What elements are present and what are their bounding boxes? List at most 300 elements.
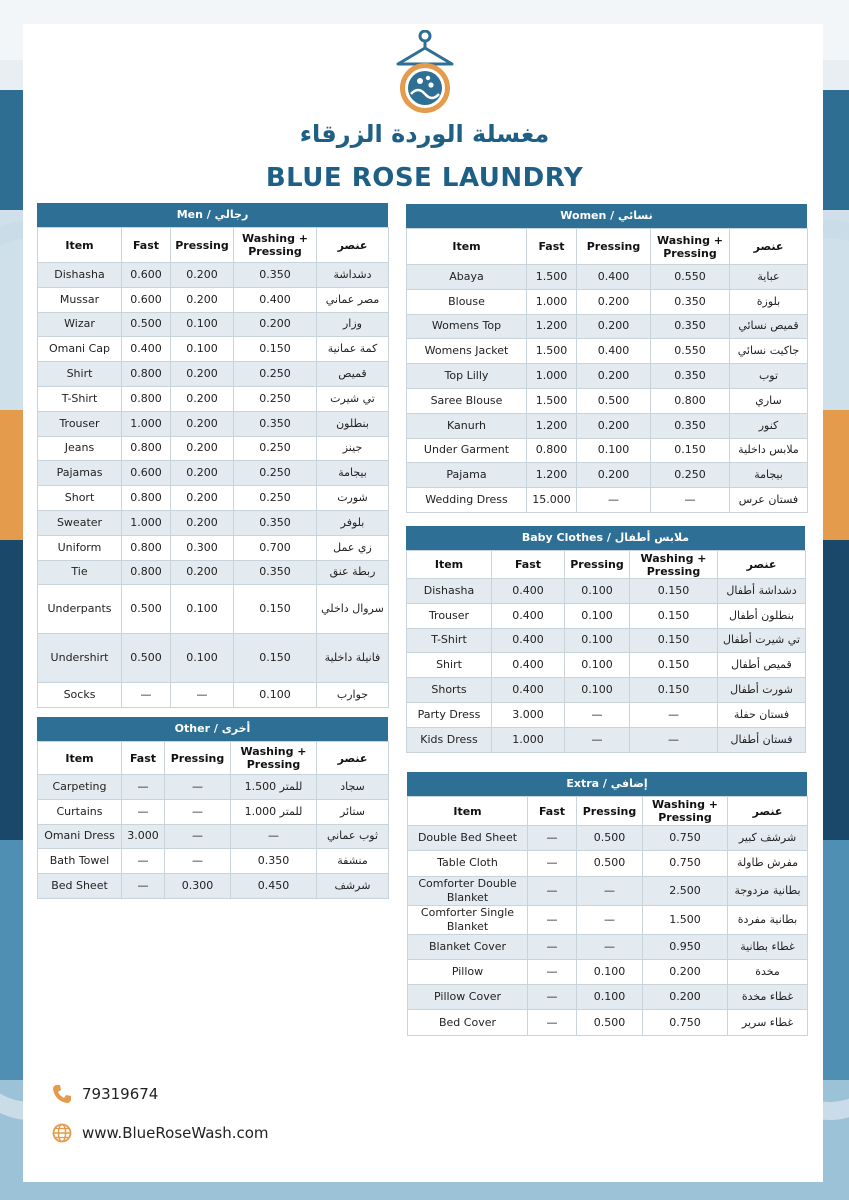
table-row [38, 263, 389, 288]
washing-price: 0.750 [643, 1010, 728, 1035]
col-arabic: عنصر [730, 229, 808, 265]
fast-price: — [528, 1010, 577, 1035]
table-row [38, 874, 389, 899]
table-row [407, 289, 808, 314]
item-name: Wizar [38, 312, 122, 337]
pressing-price: 0.100 [577, 438, 651, 463]
washing-price: 0.350 [234, 263, 317, 288]
pressing-price: 0.200 [171, 411, 234, 436]
item-name-arabic: بيجامة [730, 463, 808, 488]
item-name: Omani Dress [38, 824, 122, 849]
item-name: Blanket Cover [408, 934, 528, 959]
fast-price: 0.600 [122, 461, 171, 486]
col-fast: Fast [528, 797, 577, 826]
fast-price: 0.500 [122, 634, 171, 683]
item-name: Short [38, 486, 122, 511]
washing-price: 0.250 [234, 362, 317, 387]
fast-price: — [122, 874, 165, 899]
globe-icon [52, 1123, 72, 1143]
pressing-price: 0.100 [171, 634, 234, 683]
fast-price: — [122, 775, 165, 800]
pressing-price: 0.100 [171, 337, 234, 362]
table-row [408, 826, 808, 851]
col-arabic: عنصر [317, 228, 389, 263]
pressing-price: — [565, 727, 630, 752]
item-name: Dishasha [407, 579, 492, 604]
item-name-arabic: جاكيت نسائي [730, 339, 808, 364]
fast-price: 15.000 [527, 488, 577, 513]
fast-price: — [528, 985, 577, 1010]
col-fast: Fast [527, 229, 577, 265]
washing-price: 0.350 [231, 849, 317, 874]
fast-price: 1.000 [527, 289, 577, 314]
pressing-price: 0.200 [577, 289, 651, 314]
pressing-price: 0.500 [577, 1010, 643, 1035]
col-pressing: Pressing [577, 229, 651, 265]
fast-price: 0.400 [492, 579, 565, 604]
fast-price: 0.800 [122, 486, 171, 511]
item-name-arabic: سروال داخلي [317, 585, 389, 634]
item-name: Pajamas [38, 461, 122, 486]
washing-price: 0.250 [234, 386, 317, 411]
table-row [38, 560, 389, 585]
table-row [38, 337, 389, 362]
washing-price: 0.450 [231, 874, 317, 899]
table-row [38, 849, 389, 874]
table-row [407, 265, 808, 290]
item-name-arabic: ستائر [317, 799, 389, 824]
table-row [408, 985, 808, 1010]
item-name-arabic: مصر عماني [317, 287, 389, 312]
fast-price: 0.600 [122, 287, 171, 312]
women-table [406, 228, 808, 513]
pressing-price: 0.200 [171, 486, 234, 511]
col-item: Item [38, 742, 122, 775]
item-name-arabic: جينز [317, 436, 389, 461]
table-row [38, 799, 389, 824]
pressing-price: 0.500 [577, 826, 643, 851]
col-item: Item [407, 551, 492, 579]
item-name: Under Garment [407, 438, 527, 463]
pressing-price: — [577, 905, 643, 934]
item-name-arabic: بنطلون [317, 411, 389, 436]
item-name-arabic: مفرش طاولة [728, 851, 808, 876]
pressing-price: 0.100 [565, 579, 630, 604]
other-section [37, 717, 388, 899]
washing-price: 0.250 [651, 463, 730, 488]
item-name: Top Lilly [407, 364, 527, 389]
fast-price: 1.000 [492, 727, 565, 752]
item-name: Shirt [38, 362, 122, 387]
fast-price: 1.500 [527, 265, 577, 290]
item-name-arabic: بطانية مفردة [728, 905, 808, 934]
washing-price: 0.150 [630, 628, 718, 653]
item-name-arabic: تي شيرت أطفال [718, 628, 806, 653]
item-name-arabic: كمة عمانية [317, 337, 389, 362]
item-name-arabic: منشفة [317, 849, 389, 874]
pressing-price: 0.300 [171, 535, 234, 560]
item-name: Socks [38, 683, 122, 708]
item-name-arabic: بطانية مزدوجة [728, 876, 808, 905]
fast-price: — [528, 826, 577, 851]
fast-price: 0.800 [122, 436, 171, 461]
item-name-arabic: شورت [317, 486, 389, 511]
item-name: Kanurh [407, 413, 527, 438]
item-name-arabic: ثوب عماني [317, 824, 389, 849]
item-name-arabic: غطاء سرير [728, 1010, 808, 1035]
washing-price: 0.200 [234, 312, 317, 337]
fast-price: — [528, 959, 577, 984]
item-name-arabic: عباية [730, 265, 808, 290]
pressing-price: 0.100 [171, 312, 234, 337]
item-name-arabic: سجاد [317, 775, 389, 800]
fast-price: 1.200 [527, 314, 577, 339]
table-row [408, 934, 808, 959]
table-row [38, 775, 389, 800]
fast-price: 1.000 [122, 510, 171, 535]
website-url[interactable]: www.BlueRoseWash.com [82, 1124, 269, 1142]
item-name: Curtains [38, 799, 122, 824]
pressing-price: — [577, 934, 643, 959]
fast-price: — [528, 851, 577, 876]
item-name-arabic: بلوفر [317, 510, 389, 535]
washing-price: 0.800 [651, 388, 730, 413]
item-name-arabic: فستان حفلة [718, 702, 806, 727]
washing-price: 0.100 [234, 683, 317, 708]
extra-section [407, 772, 807, 1036]
item-name: Omani Cap [38, 337, 122, 362]
pressing-price: — [165, 824, 231, 849]
item-name: Blouse [407, 289, 527, 314]
item-name: Kids Dress [407, 727, 492, 752]
other-table [37, 741, 389, 899]
item-name-arabic: بيجامة [317, 461, 389, 486]
item-name: Trouser [407, 603, 492, 628]
pressing-price: 0.400 [577, 339, 651, 364]
fast-price: — [528, 905, 577, 934]
item-name-arabic: قميص [317, 362, 389, 387]
washing-price: للمتر 1.500 [231, 775, 317, 800]
pressing-price: — [577, 488, 651, 513]
item-name: Womens Jacket [407, 339, 527, 364]
washing-price: 0.550 [651, 339, 730, 364]
phone-contact [52, 1084, 158, 1104]
baby-header: Baby Clothes / ملابس أطفال [406, 526, 805, 550]
item-name-arabic: جوارب [317, 683, 389, 708]
table-row [407, 463, 808, 488]
table-row [408, 1010, 808, 1035]
col-pressing: Pressing [565, 551, 630, 579]
item-name-arabic: شرشف [317, 874, 389, 899]
washing-price: 0.350 [651, 364, 730, 389]
pressing-price: 0.200 [171, 287, 234, 312]
table-row [38, 461, 389, 486]
washing-price: 0.350 [234, 560, 317, 585]
extra-table [407, 796, 808, 1036]
fast-price: — [528, 876, 577, 905]
fast-price: 1.000 [122, 411, 171, 436]
table-row [408, 851, 808, 876]
women-header: Women / نسائي [406, 204, 807, 228]
table-row [38, 362, 389, 387]
item-name: Sweater [38, 510, 122, 535]
pressing-price: 0.200 [171, 386, 234, 411]
fast-price: 0.500 [122, 585, 171, 634]
phone-icon [52, 1084, 72, 1104]
col-item: Item [408, 797, 528, 826]
washing-price: — [231, 824, 317, 849]
pressing-price: 0.100 [565, 678, 630, 703]
washing-price: 2.500 [643, 876, 728, 905]
pressing-price: 0.400 [577, 265, 651, 290]
pressing-price: 0.100 [577, 959, 643, 984]
pressing-price: 0.200 [171, 461, 234, 486]
table-row [38, 486, 389, 511]
women-section [406, 204, 807, 513]
title-arabic: مغسلة الوردة الزرقاء [299, 120, 550, 148]
fast-price: — [122, 799, 165, 824]
table-row [407, 727, 806, 752]
title-english: BLUE ROSE LAUNDRY [265, 163, 584, 193]
pressing-price: — [165, 799, 231, 824]
pressing-price: — [165, 849, 231, 874]
item-name-arabic: غطاء بطانية [728, 934, 808, 959]
item-name-arabic: تي شيرت [317, 386, 389, 411]
washing-price: 0.150 [234, 585, 317, 634]
item-name: Tie [38, 560, 122, 585]
pressing-price: 0.200 [171, 263, 234, 288]
fast-price: 3.000 [122, 824, 165, 849]
washing-price: 0.400 [234, 287, 317, 312]
col-washing: Washing + Pressing [643, 797, 728, 826]
col-pressing: Pressing [577, 797, 643, 826]
item-name-arabic: وزار [317, 312, 389, 337]
table-row [407, 438, 808, 463]
washing-price: 0.250 [234, 486, 317, 511]
col-fast: Fast [492, 551, 565, 579]
baby-section [406, 526, 805, 753]
item-name-arabic: قميص أطفال [718, 653, 806, 678]
table-row [38, 287, 389, 312]
table-row [407, 579, 806, 604]
col-washing: Washing + Pressing [651, 229, 730, 265]
table-row [38, 510, 389, 535]
washing-price: 0.350 [651, 314, 730, 339]
item-name-arabic: ربطة عنق [317, 560, 389, 585]
washing-price: 0.200 [643, 985, 728, 1010]
pressing-price: 0.200 [577, 413, 651, 438]
item-name-arabic: شورت أطفال [718, 678, 806, 703]
table-row [408, 876, 808, 905]
table-row [38, 436, 389, 461]
washing-price: 0.950 [643, 934, 728, 959]
table-row [38, 585, 389, 634]
washing-price: للمتر 1.000 [231, 799, 317, 824]
item-name: Pillow Cover [408, 985, 528, 1010]
table-row [407, 314, 808, 339]
item-name-arabic: مخدة [728, 959, 808, 984]
col-fast: Fast [122, 742, 165, 775]
item-name: Trouser [38, 411, 122, 436]
item-name: Abaya [407, 265, 527, 290]
table-row [38, 634, 389, 683]
item-name: Double Bed Sheet [408, 826, 528, 851]
item-name: T-Shirt [38, 386, 122, 411]
pressing-price: 0.200 [171, 560, 234, 585]
washing-price: 0.550 [651, 265, 730, 290]
col-arabic: عنصر [718, 551, 806, 579]
item-name: Bath Towel [38, 849, 122, 874]
fast-price: 1.200 [527, 413, 577, 438]
item-name-arabic: كنور [730, 413, 808, 438]
col-washing: Washing + Pressing [231, 742, 317, 775]
men-table [37, 227, 389, 708]
washing-price: 0.350 [651, 289, 730, 314]
col-arabic: عنصر [728, 797, 808, 826]
table-row [407, 603, 806, 628]
item-name: Table Cloth [408, 851, 528, 876]
col-pressing: Pressing [171, 228, 234, 263]
item-name: Bed Cover [408, 1010, 528, 1035]
table-row [407, 388, 808, 413]
table-row [38, 411, 389, 436]
fast-price: — [122, 683, 171, 708]
col-arabic: عنصر [317, 742, 389, 775]
washing-price: 0.150 [651, 438, 730, 463]
item-name: Comforter Single Blanket [408, 905, 528, 934]
washing-price: 0.350 [234, 510, 317, 535]
item-name: Shirt [407, 653, 492, 678]
item-name: Womens Top [407, 314, 527, 339]
fast-price: 0.800 [122, 386, 171, 411]
fast-price: 0.400 [122, 337, 171, 362]
item-name-arabic: توب [730, 364, 808, 389]
pressing-price: — [165, 775, 231, 800]
washing-price: — [630, 727, 718, 752]
item-name: T-Shirt [407, 628, 492, 653]
washing-price: 0.750 [643, 851, 728, 876]
washing-price: 0.150 [234, 634, 317, 683]
table-row [407, 413, 808, 438]
table-row [407, 488, 808, 513]
pressing-price: 0.100 [577, 985, 643, 1010]
pressing-price: — [577, 876, 643, 905]
table-row [38, 386, 389, 411]
item-name: Mussar [38, 287, 122, 312]
table-row [407, 628, 806, 653]
col-item: Item [407, 229, 527, 265]
pressing-price: 0.200 [171, 510, 234, 535]
fast-price: — [528, 934, 577, 959]
men-header: Men / رجالي [37, 203, 388, 227]
item-name-arabic: فستان عرس [730, 488, 808, 513]
other-header: Other / أخرى [37, 717, 388, 741]
fast-price: 0.400 [492, 678, 565, 703]
pressing-price: 0.200 [577, 463, 651, 488]
table-row [38, 535, 389, 560]
washing-price: 0.150 [630, 579, 718, 604]
pressing-price: 0.200 [171, 362, 234, 387]
item-name-arabic: شرشف كبير [728, 826, 808, 851]
baby-table [406, 550, 806, 753]
item-name-arabic: بنطلون أطفال [718, 603, 806, 628]
item-name-arabic: زي عمل [317, 535, 389, 560]
fast-price: 1.000 [527, 364, 577, 389]
washing-price: 0.150 [234, 337, 317, 362]
phone-number: 79319674 [82, 1085, 159, 1103]
col-washing: Washing + Pressing [630, 551, 718, 579]
item-name: Wedding Dress [407, 488, 527, 513]
fast-price: 0.800 [527, 438, 577, 463]
website-contact [52, 1123, 269, 1143]
pressing-price: — [171, 683, 234, 708]
item-name-arabic: بلوزة [730, 289, 808, 314]
table-row [408, 959, 808, 984]
pressing-price: 0.200 [171, 436, 234, 461]
washing-price: 0.150 [630, 603, 718, 628]
pressing-price: 0.500 [577, 851, 643, 876]
washing-price: — [630, 702, 718, 727]
hanger-logo-icon [395, 30, 455, 116]
item-name-arabic: ساري [730, 388, 808, 413]
pressing-price: 0.100 [565, 628, 630, 653]
table-row [407, 339, 808, 364]
item-name: Saree Blouse [407, 388, 527, 413]
pressing-price: 0.200 [577, 314, 651, 339]
item-name-arabic: فستان أطفال [718, 727, 806, 752]
item-name: Carpeting [38, 775, 122, 800]
item-name: Party Dress [407, 702, 492, 727]
item-name-arabic: قميص نسائي [730, 314, 808, 339]
fast-price: 0.400 [492, 628, 565, 653]
table-row [407, 702, 806, 727]
item-name-arabic: فانيلة داخلية [317, 634, 389, 683]
fast-price: 1.500 [527, 339, 577, 364]
fast-price: 0.800 [122, 560, 171, 585]
pressing-price: — [565, 702, 630, 727]
washing-price: 0.700 [234, 535, 317, 560]
item-name-arabic: غطاء مخدة [728, 985, 808, 1010]
washing-price: 0.250 [234, 436, 317, 461]
fast-price: 0.600 [122, 263, 171, 288]
item-name: Pajama [407, 463, 527, 488]
table-row [407, 678, 806, 703]
item-name-arabic: ملابس داخلية [730, 438, 808, 463]
col-item: Item [38, 228, 122, 263]
pressing-price: 0.100 [565, 653, 630, 678]
pressing-price: 0.100 [565, 603, 630, 628]
fast-price: 1.200 [527, 463, 577, 488]
item-name: Underpants [38, 585, 122, 634]
table-row [407, 653, 806, 678]
table-row [407, 364, 808, 389]
fast-price: 3.000 [492, 702, 565, 727]
pressing-price: 0.300 [165, 874, 231, 899]
col-washing: Washing + Pressing [234, 228, 317, 263]
washing-price: 0.150 [630, 653, 718, 678]
fast-price: 0.500 [122, 312, 171, 337]
washing-price: 0.350 [234, 411, 317, 436]
washing-price: 0.200 [643, 959, 728, 984]
item-name: Bed Sheet [38, 874, 122, 899]
washing-price: 0.350 [651, 413, 730, 438]
item-name: Undershirt [38, 634, 122, 683]
fast-price: 0.800 [122, 362, 171, 387]
fast-price: 0.400 [492, 653, 565, 678]
item-name: Dishasha [38, 263, 122, 288]
washing-price: 0.750 [643, 826, 728, 851]
fast-price: 0.800 [122, 535, 171, 560]
